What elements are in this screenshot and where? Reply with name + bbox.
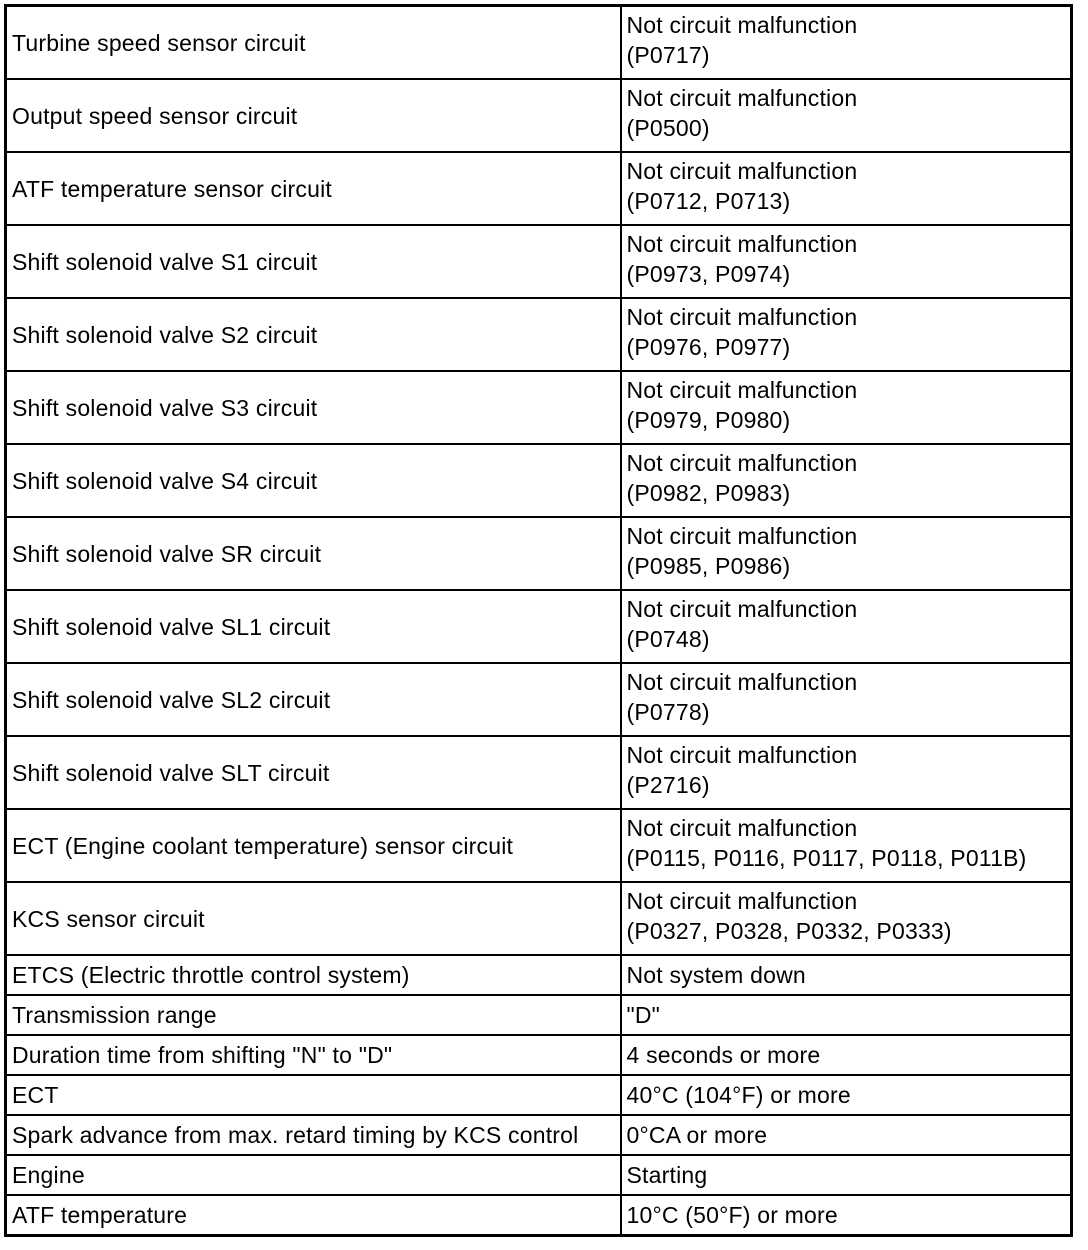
item-cell: Shift solenoid valve SL1 circuit — [6, 590, 621, 663]
dtc-codes: (P0712, P0713) — [626, 188, 791, 214]
condition-cell: 10°C (50°F) or more — [621, 1195, 1072, 1236]
table-row — [6, 736, 1072, 809]
table-row — [6, 995, 1072, 1035]
condition-text: Not circuit malfunction — [626, 596, 858, 622]
item-cell: KCS sensor circuit — [6, 882, 621, 955]
table-row — [6, 882, 1072, 955]
dtc-codes: (P0500) — [626, 115, 710, 141]
condition-cell — [621, 809, 1072, 882]
table-row — [6, 6, 1072, 80]
table-row — [6, 955, 1072, 995]
item-cell: Turbine speed sensor circuit — [6, 6, 621, 80]
item-cell: ATF temperature — [6, 1195, 621, 1236]
condition-cell: 0°CA or more — [621, 1115, 1072, 1155]
table-row — [6, 590, 1072, 663]
table-row — [6, 444, 1072, 517]
condition-cell — [621, 444, 1072, 517]
condition-cell: Not system down — [621, 955, 1072, 995]
table-row — [6, 225, 1072, 298]
item-cell: Shift solenoid valve S1 circuit — [6, 225, 621, 298]
condition-cell — [621, 79, 1072, 152]
condition-text: Not circuit malfunction — [626, 158, 858, 184]
table-row — [6, 809, 1072, 882]
item-cell: ECT — [6, 1075, 621, 1115]
item-cell: ECT (Engine coolant temperature) sensor circuit — [6, 809, 621, 882]
condition-text: Not circuit malfunction — [626, 304, 858, 330]
condition-text: Not circuit malfunction — [626, 85, 858, 111]
condition-text: Not circuit malfunction — [626, 742, 858, 768]
conditions-table — [4, 4, 1073, 1237]
condition-text: Not circuit malfunction — [626, 377, 858, 403]
table-row — [6, 663, 1072, 736]
dtc-codes: (P0982, P0983) — [626, 480, 791, 506]
table-row — [6, 371, 1072, 444]
condition-text: Not circuit malfunction — [626, 815, 858, 841]
table-row — [6, 1195, 1072, 1236]
dtc-codes: (P0979, P0980) — [626, 407, 791, 433]
condition-cell — [621, 590, 1072, 663]
item-cell: Shift solenoid valve SL2 circuit — [6, 663, 621, 736]
dtc-codes: (P0973, P0974) — [626, 261, 791, 287]
table-row — [6, 1075, 1072, 1115]
item-cell: Shift solenoid valve SLT circuit — [6, 736, 621, 809]
condition-cell — [621, 517, 1072, 590]
table-row — [6, 517, 1072, 590]
condition-cell — [621, 225, 1072, 298]
item-cell: ATF temperature sensor circuit — [6, 152, 621, 225]
dtc-codes: (P0976, P0977) — [626, 334, 791, 360]
dtc-codes: (P0717) — [626, 42, 710, 68]
condition-cell — [621, 152, 1072, 225]
item-cell: Spark advance from max. retard timing by KCS control — [6, 1115, 621, 1155]
condition-cell — [621, 736, 1072, 809]
item-cell: Duration time from shifting "N" to "D" — [6, 1035, 621, 1075]
condition-cell: "D" — [621, 995, 1072, 1035]
condition-text: Not circuit malfunction — [626, 888, 858, 914]
table-row — [6, 1035, 1072, 1075]
item-cell: ETCS (Electric throttle control system) — [6, 955, 621, 995]
condition-cell — [621, 371, 1072, 444]
table-row — [6, 152, 1072, 225]
table-row — [6, 1115, 1072, 1155]
condition-cell: Starting — [621, 1155, 1072, 1195]
condition-cell — [621, 298, 1072, 371]
item-cell: Shift solenoid valve SR circuit — [6, 517, 621, 590]
dtc-codes: (P2716) — [626, 772, 710, 798]
condition-cell — [621, 6, 1072, 80]
condition-cell: 4 seconds or more — [621, 1035, 1072, 1075]
table-row — [6, 79, 1072, 152]
condition-text: Not circuit malfunction — [626, 669, 858, 695]
table-row — [6, 298, 1072, 371]
item-cell: Transmission range — [6, 995, 621, 1035]
dtc-codes: (P0778) — [626, 699, 710, 725]
item-cell: Engine — [6, 1155, 621, 1195]
dtc-codes: (P0115, P0116, P0117, P0118, P011B) — [626, 845, 1027, 871]
item-cell: Shift solenoid valve S2 circuit — [6, 298, 621, 371]
table-row — [6, 1155, 1072, 1195]
condition-text: Not circuit malfunction — [626, 523, 858, 549]
condition-cell — [621, 663, 1072, 736]
condition-text: Not circuit malfunction — [626, 12, 858, 38]
item-cell: Shift solenoid valve S4 circuit — [6, 444, 621, 517]
dtc-codes: (P0327, P0328, P0332, P0333) — [626, 918, 952, 944]
item-cell: Shift solenoid valve S3 circuit — [6, 371, 621, 444]
condition-text: Not circuit malfunction — [626, 231, 858, 257]
condition-cell: 40°C (104°F) or more — [621, 1075, 1072, 1115]
condition-cell — [621, 882, 1072, 955]
dtc-codes: (P0748) — [626, 626, 710, 652]
dtc-codes: (P0985, P0986) — [626, 553, 791, 579]
item-cell: Output speed sensor circuit — [6, 79, 621, 152]
condition-text: Not circuit malfunction — [626, 450, 858, 476]
